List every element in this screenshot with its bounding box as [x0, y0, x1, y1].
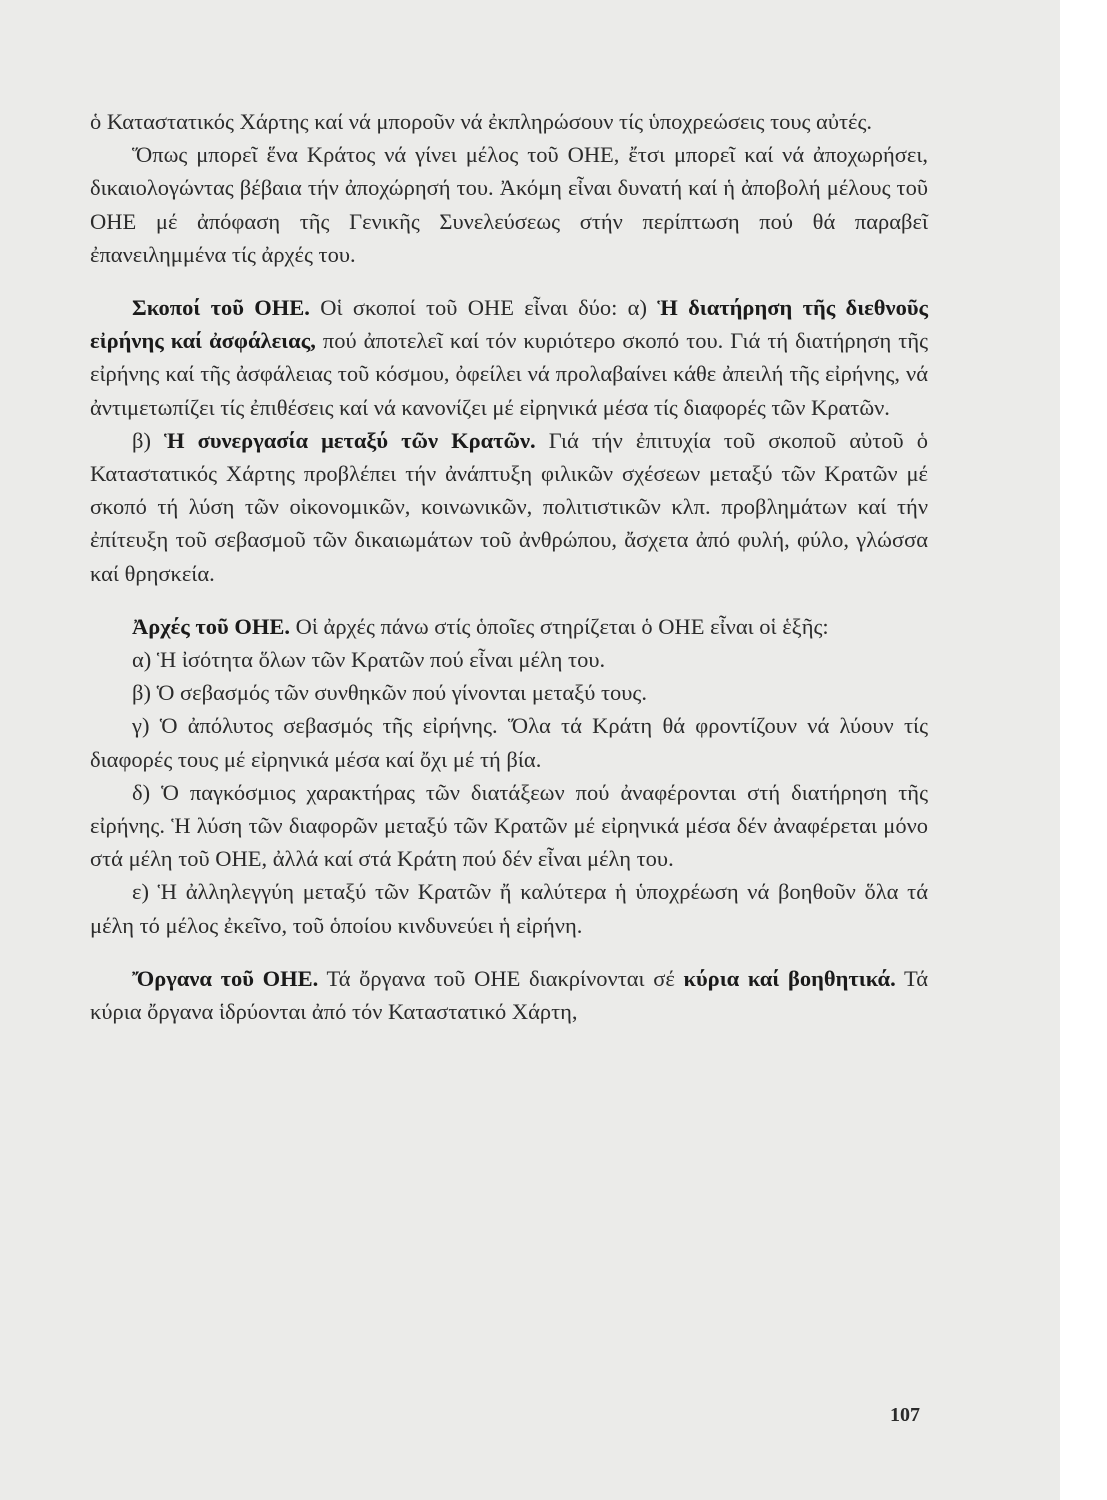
heading-organs: Ὄργανα τοῦ ΟΗΕ. [132, 965, 319, 991]
paragraph-purposes [90, 291, 928, 424]
paragraph-organs [90, 962, 928, 1028]
page-number: 107 [890, 1404, 920, 1426]
principle-item: ε) Ἡ ἀλληλεγγύη μεταξύ τῶν Κρατῶν ἤ καλύτερα ἡ ὑποχρέωση νά βοηθοῦν ὅλα τά μέλη τό μέλος ἐκεῖνο, τοῦ ὁποίου κινδυνεύει ἡ εἰρήνη. [90, 879, 928, 938]
principle-item: β) Ὁ σεβασμός τῶν συνθηκῶν πού γίνονται μεταξύ τους. [132, 680, 647, 706]
page-body [90, 105, 928, 1028]
purposes-intro: Οἱ σκοποί τοῦ ΟΗΕ εἶναι δύο: α) [309, 295, 658, 321]
purpose-a-title: Ἡ διατήρηση τῆς διεθνοῦς εἰρήνης καί ἀσφάλειας, [90, 295, 929, 354]
principle-item: γ) Ὁ ἀπόλυτος σεβασμός τῆς εἰρήνης. Ὅλα τά Κράτη θά φροντίζουν νά λύουν τίς διαφορές τους μέ εἰρηνικά μέσα καί ὄχι μέ τή βία. [90, 713, 928, 772]
principle-item: α) Ἡ ἰσότητα ὅλων τῶν Κρατῶν πού εἶναι μέλη του. [132, 647, 606, 673]
purpose-b-prefix: β) [132, 427, 164, 453]
paragraph-principles [90, 610, 928, 643]
purpose-b-text: Γιά τήν ἐπιτυχία τοῦ σκοποῦ αὐτοῦ ὁ Καταστατικός Χάρτης προβλέπει τήν ἀνάπτυξη φιλικῶν σχέσεων μεταξύ τῶν Κρατῶν μέ σκοπό τή λύση τῶν οἰκονομικῶν, κοινωνικῶν, πολιτιστικῶν κλπ. προβλημάτων καί τήν ἐπίτευξη τοῦ σεβασμοῦ τῶν δικαιωμάτων τοῦ ἀνθρώπου, ἄσχετα ἀπό φυλή, φύλο, γλώσσα καί θρησκεία. [90, 427, 928, 586]
principle-item: δ) Ὁ παγκόσμιος χαρακτήρας τῶν διατάξεων πού ἀναφέρονται στή διατήρηση τῆς εἰρήνης. Ἡ λύση τῶν διαφορῶν μεταξύ τῶν Κρατῶν μέ εἰρηνικά μέσα δέν ἀναφέρεται μόνο στά μέλη τοῦ ΟΗΕ, ἀλλά καί στά Κράτη πού δέν εἶναι μέλη του. [90, 779, 928, 872]
organs-intro: Τά ὄργανα τοῦ ΟΗΕ διακρίνονται σέ [318, 965, 684, 991]
heading-purposes: Σκοποί τοῦ ΟΗΕ. [132, 295, 310, 321]
purpose-a-text: πού ἀποτελεῖ καί τόν κυριότερο σκοπό του. Γιά τή διατήρηση τῆς εἰρήνης καί τῆς ἀσφάλειας τοῦ κόσμου, ὀφείλει νά προλαβαίνει κάθε ἀπειλή τῆς εἰρήνης, νά ἀντιμετωπίζει τίς ἐπιθέσεις καί νά κανονίζει μέ εἰρηνικά μέσα τίς διαφορές τῶν Κρατῶν. [90, 328, 928, 420]
paragraph-membership: Ὅπως μπορεῖ ἕνα Κράτος νά γίνει μέλος τοῦ ΟΗΕ, ἔτσι μπορεῖ καί νά ἀποχωρήσει, δικαιολογώντας βέβαια τήν ἀποχώρησή του. Ἀκόμη εἶναι δυνατή καί ἡ ἀποβολή μέλους τοῦ ΟΗΕ μέ ἀπόφαση τῆς Γενικῆς Συνελεύσεως στήν περίπτωση πού θά παραβεῖ ἐπανειλημμένα τίς ἀρχές του. [90, 142, 928, 267]
purpose-b-title: Ἡ συνεργασία μεταξύ τῶν Κρατῶν. [164, 427, 536, 453]
organs-kinds: κύρια καί βοηθητικά. [683, 965, 896, 991]
paragraph-continued: ὁ Καταστατικός Χάρτης καί νά μποροῦν νά ἐκπληρώσουν τίς ὑποχρεώσεις τους αὐτές. [90, 109, 872, 134]
heading-principles: Ἀρχές τοῦ ΟΗΕ. [132, 613, 290, 639]
principles-intro: Οἱ ἀρχές πάνω στίς ὁποῖες στηρίζεται ὁ ΟΗΕ εἶναι οἱ ἑξῆς: [289, 613, 829, 639]
organs-text: Τά κύρια ὄργανα ἱδρύονται ἀπό τόν Καταστατικό Χάρτη, [90, 965, 928, 1025]
page-margin [1060, 0, 1107, 1500]
paragraph-purpose-b [90, 424, 928, 590]
